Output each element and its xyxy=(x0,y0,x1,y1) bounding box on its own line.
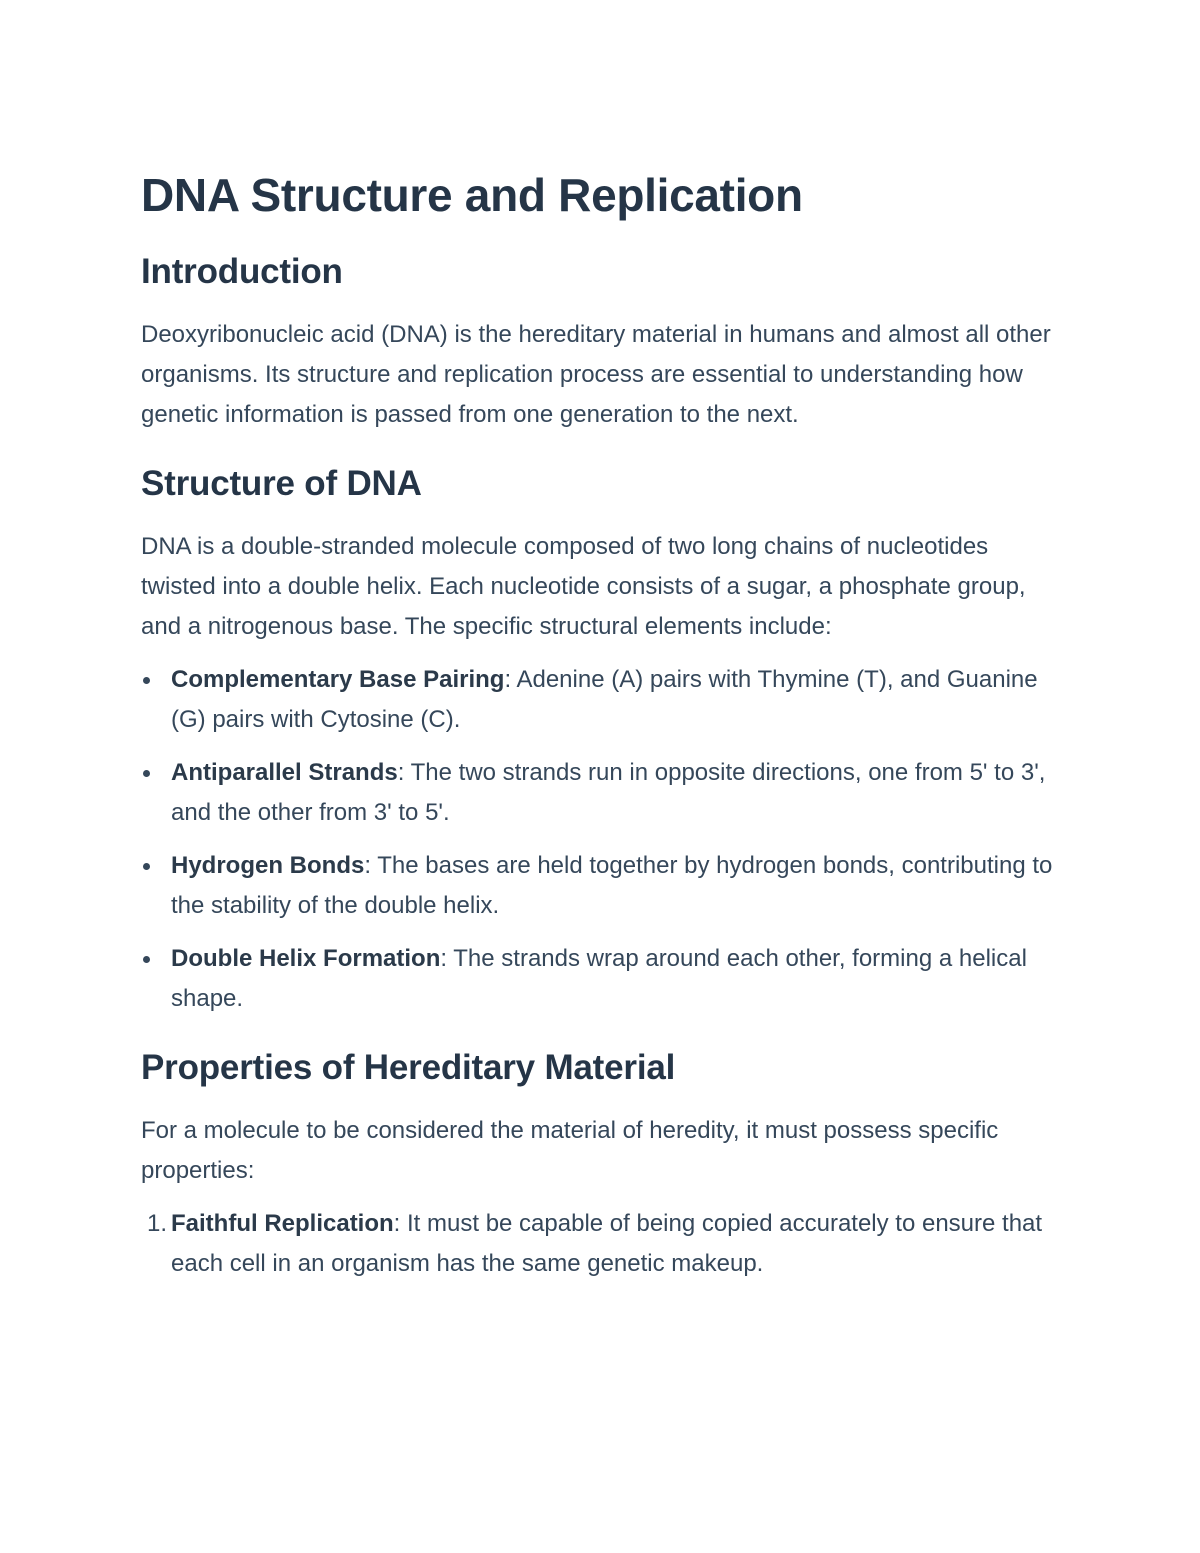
document-title: DNA Structure and Replication xyxy=(141,169,803,221)
list-item xyxy=(141,846,1061,926)
list-item-term: Complementary Base Pairing xyxy=(171,666,505,693)
list-item xyxy=(141,660,1061,740)
list-item-text: : The two strands run in opposite directions, one from 5' to 3', and the other from 3' to 5'. xyxy=(171,759,1046,826)
list-item-number: 1. xyxy=(147,1210,168,1237)
list-item-text: : It must be capable of being copied accurately to ensure that each cell in an organism has the same genetic makeup. xyxy=(171,1210,1043,1277)
list-item-term: Faithful Replication xyxy=(171,1210,394,1237)
bullet-icon xyxy=(143,956,150,963)
section-heading-introduction: Introduction xyxy=(141,252,343,291)
list-item-text: : The bases are held together by hydrogen bonds, contributing to the stability of the double helix. xyxy=(171,852,1053,919)
list-item-text: : The strands wrap around each other, forming a helical shape. xyxy=(171,945,1027,1012)
bullet-icon xyxy=(143,863,150,870)
list-item-term: Double Helix Formation xyxy=(171,945,441,972)
bullet-icon xyxy=(143,677,150,684)
introduction-paragraph: Deoxyribonucleic acid (DNA) is the hereditary material in humans and almost all other organisms. Its structure and replication process are essential to understanding how genetic information is passed from one generation to the next. xyxy=(141,321,1051,428)
list-item-term: Hydrogen Bonds xyxy=(171,852,365,879)
list-item xyxy=(141,939,1061,1019)
section-heading-properties: Properties of Hereditary Material xyxy=(141,1048,676,1087)
list-item-text: : Adenine (A) pairs with Thymine (T), and Guanine (G) pairs with Cytosine (C). xyxy=(171,666,1038,733)
document-page xyxy=(141,165,1061,1284)
bullet-icon xyxy=(143,770,150,777)
list-item xyxy=(141,1204,1061,1284)
list-item-term: Antiparallel Strands xyxy=(171,759,398,786)
structure-elements-list xyxy=(141,660,1061,1019)
structure-paragraph: DNA is a double-stranded molecule composed of two long chains of nucleotides twisted into a double helix. Each nucleotide consists of a sugar, a phosphate group, and a nitrogenous base. The specific structural elements include: xyxy=(141,533,1026,640)
properties-paragraph: For a molecule to be considered the material of heredity, it must possess specific properties: xyxy=(141,1117,999,1184)
list-item xyxy=(141,753,1061,833)
properties-list xyxy=(141,1204,1061,1284)
section-heading-structure: Structure of DNA xyxy=(141,464,422,503)
